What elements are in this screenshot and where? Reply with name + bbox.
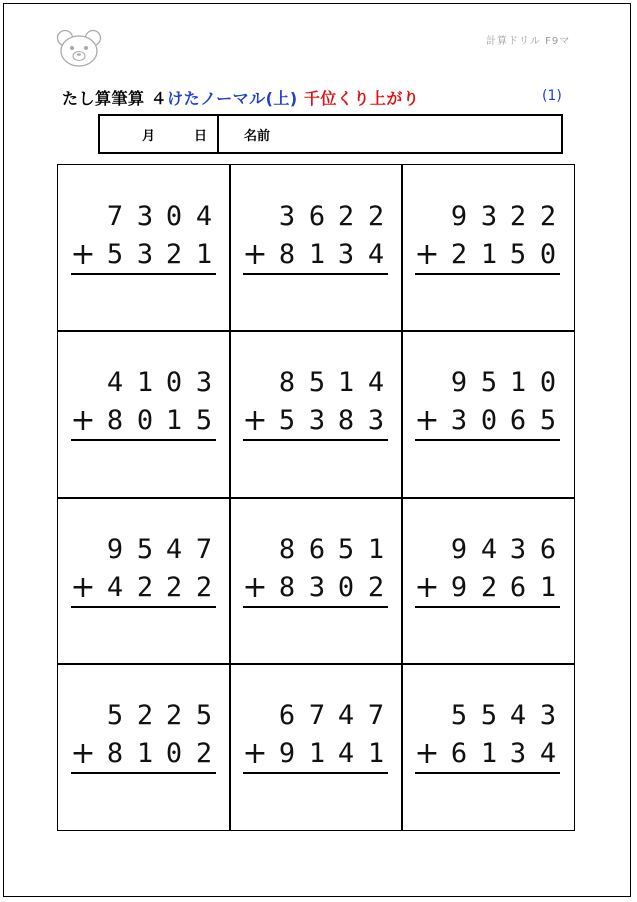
problem-grid: [57, 164, 575, 831]
answer-line: [415, 772, 560, 774]
digit: 3: [337, 239, 355, 270]
digit: 6: [308, 201, 326, 232]
plus-sign: +: [242, 237, 268, 272]
digit: 1: [136, 367, 154, 398]
digit: 5: [195, 405, 213, 436]
digit: 5: [480, 700, 498, 731]
digit: 5: [106, 239, 124, 270]
digit: 4: [367, 367, 385, 398]
digit: 1: [509, 367, 527, 398]
problem-cell: [402, 165, 574, 331]
answer-line: [243, 606, 388, 608]
digit: 9: [278, 738, 296, 769]
addend-bottom: [402, 237, 574, 273]
bear-logo-icon: [56, 28, 102, 68]
digit: 1: [539, 572, 557, 603]
addend-top: [402, 365, 574, 401]
brand-label: 計算ドリル F9マ: [486, 36, 571, 47]
digit: 2: [450, 239, 468, 270]
digit: 5: [509, 239, 527, 270]
problem-cell: [58, 498, 230, 664]
digit: 5: [308, 367, 326, 398]
addend-top: [402, 199, 574, 235]
digit: 9: [450, 201, 468, 232]
digit: 2: [195, 572, 213, 603]
digit: 8: [278, 367, 296, 398]
name-box-divider: [217, 116, 219, 152]
digit: 5: [539, 405, 557, 436]
answer-line: [415, 606, 560, 608]
sheet-number: (1): [542, 88, 562, 104]
digit: 5: [106, 700, 124, 731]
digit: 2: [367, 201, 385, 232]
title-carry: 千位くり上がり: [303, 89, 420, 108]
addend-top: [58, 199, 230, 235]
answer-line: [243, 273, 388, 275]
digit: 1: [480, 738, 498, 769]
problem-cell: [402, 331, 574, 497]
digit: 9: [450, 534, 468, 565]
title-type: けたノーマル(上): [167, 89, 298, 108]
digit: 7: [367, 700, 385, 731]
digit: 6: [450, 738, 468, 769]
addend-top: [58, 365, 230, 401]
digit: 1: [308, 239, 326, 270]
addend-top: [230, 698, 402, 734]
answer-line: [71, 772, 216, 774]
answer-line: [71, 273, 216, 275]
digit: 6: [509, 572, 527, 603]
plus-sign: +: [414, 736, 440, 771]
digit: 4: [539, 738, 557, 769]
digit: 2: [509, 201, 527, 232]
addend-bottom: [230, 237, 402, 273]
digit: 1: [136, 738, 154, 769]
digit: 7: [106, 201, 124, 232]
digit: 8: [278, 239, 296, 270]
plus-sign: +: [70, 403, 96, 438]
digit: 2: [337, 201, 355, 232]
digit: 3: [509, 738, 527, 769]
digit: 2: [165, 239, 183, 270]
answer-line: [243, 439, 388, 441]
digit: 3: [539, 700, 557, 731]
problem-cell: [230, 165, 402, 331]
addend-top: [230, 532, 402, 568]
digit: 2: [367, 572, 385, 603]
digit: 4: [165, 534, 183, 565]
digit: 5: [450, 700, 468, 731]
problem-cell: [230, 331, 402, 497]
digit: 0: [165, 738, 183, 769]
digit: 1: [165, 405, 183, 436]
digit: 0: [539, 239, 557, 270]
month-label: 月: [142, 129, 156, 144]
addend-bottom: [402, 736, 574, 772]
answer-line: [243, 772, 388, 774]
digit: 0: [165, 367, 183, 398]
plus-sign: +: [70, 237, 96, 272]
digit: 7: [195, 534, 213, 565]
digit: 8: [106, 738, 124, 769]
addend-bottom: [58, 237, 230, 273]
digit: 2: [165, 572, 183, 603]
digit: 4: [106, 367, 124, 398]
answer-line: [415, 273, 560, 275]
digit: 1: [308, 738, 326, 769]
digit: 4: [337, 738, 355, 769]
plus-sign: +: [414, 403, 440, 438]
name-date-box: [98, 114, 563, 154]
digit: 1: [367, 534, 385, 565]
digit: 6: [278, 700, 296, 731]
digit: 0: [136, 405, 154, 436]
digit: 4: [367, 239, 385, 270]
digit: 7: [308, 700, 326, 731]
digit: 2: [539, 201, 557, 232]
digit: 5: [278, 405, 296, 436]
digit: 8: [278, 572, 296, 603]
answer-line: [71, 439, 216, 441]
plus-sign: +: [70, 570, 96, 605]
digit: 4: [480, 534, 498, 565]
title-main: たし算筆算 ４: [62, 89, 168, 108]
digit: 5: [480, 367, 498, 398]
plus-sign: +: [242, 570, 268, 605]
digit: 3: [450, 405, 468, 436]
digit: 8: [106, 405, 124, 436]
digit: 0: [337, 572, 355, 603]
plus-sign: +: [70, 736, 96, 771]
worksheet-title: [62, 86, 419, 109]
answer-line: [415, 439, 560, 441]
digit: 5: [195, 700, 213, 731]
addend-bottom: [58, 736, 230, 772]
problem-cell: [58, 664, 230, 830]
digit: 2: [165, 700, 183, 731]
name-label: 名前: [244, 129, 271, 144]
digit: 0: [165, 201, 183, 232]
addend-bottom: [58, 570, 230, 606]
digit: 3: [367, 405, 385, 436]
addend-bottom: [402, 403, 574, 439]
addend-top: [58, 698, 230, 734]
addend-top: [230, 199, 402, 235]
plus-sign: +: [242, 403, 268, 438]
problem-cell: [58, 165, 230, 331]
digit: 9: [450, 367, 468, 398]
digit: 2: [136, 700, 154, 731]
digit: 6: [308, 534, 326, 565]
digit: 9: [450, 572, 468, 603]
plus-sign: +: [414, 570, 440, 605]
digit: 1: [480, 239, 498, 270]
digit: 3: [480, 201, 498, 232]
digit: 6: [539, 534, 557, 565]
problem-cell: [402, 498, 574, 664]
problem-cell: [230, 664, 402, 830]
digit: 1: [195, 239, 213, 270]
digit: 5: [136, 534, 154, 565]
digit: 1: [367, 738, 385, 769]
problem-cell: [230, 498, 402, 664]
digit: 6: [509, 405, 527, 436]
digit: 2: [480, 572, 498, 603]
digit: 3: [509, 534, 527, 565]
digit: 3: [136, 201, 154, 232]
digit: 4: [337, 700, 355, 731]
digit: 3: [308, 405, 326, 436]
addend-top: [402, 698, 574, 734]
answer-line: [71, 606, 216, 608]
day-label: 日: [194, 129, 208, 144]
addend-top: [230, 365, 402, 401]
digit: 0: [539, 367, 557, 398]
digit: 2: [195, 738, 213, 769]
digit: 8: [278, 534, 296, 565]
addend-bottom: [230, 403, 402, 439]
addend-bottom: [230, 570, 402, 606]
addend-top: [402, 532, 574, 568]
addend-bottom: [402, 570, 574, 606]
addend-top: [58, 532, 230, 568]
digit: 0: [480, 405, 498, 436]
plus-sign: +: [242, 736, 268, 771]
digit: 3: [278, 201, 296, 232]
digit: 5: [337, 534, 355, 565]
problem-cell: [402, 664, 574, 830]
digit: 3: [136, 239, 154, 270]
digit: 9: [106, 534, 124, 565]
digit: 3: [308, 572, 326, 603]
digit: 4: [509, 700, 527, 731]
plus-sign: +: [414, 237, 440, 272]
digit: 3: [195, 367, 213, 398]
addend-bottom: [230, 736, 402, 772]
digit: 2: [136, 572, 154, 603]
addend-bottom: [58, 403, 230, 439]
digit: 4: [195, 201, 213, 232]
digit: 8: [337, 405, 355, 436]
digit: 1: [337, 367, 355, 398]
digit: 4: [106, 572, 124, 603]
problem-cell: [58, 331, 230, 497]
